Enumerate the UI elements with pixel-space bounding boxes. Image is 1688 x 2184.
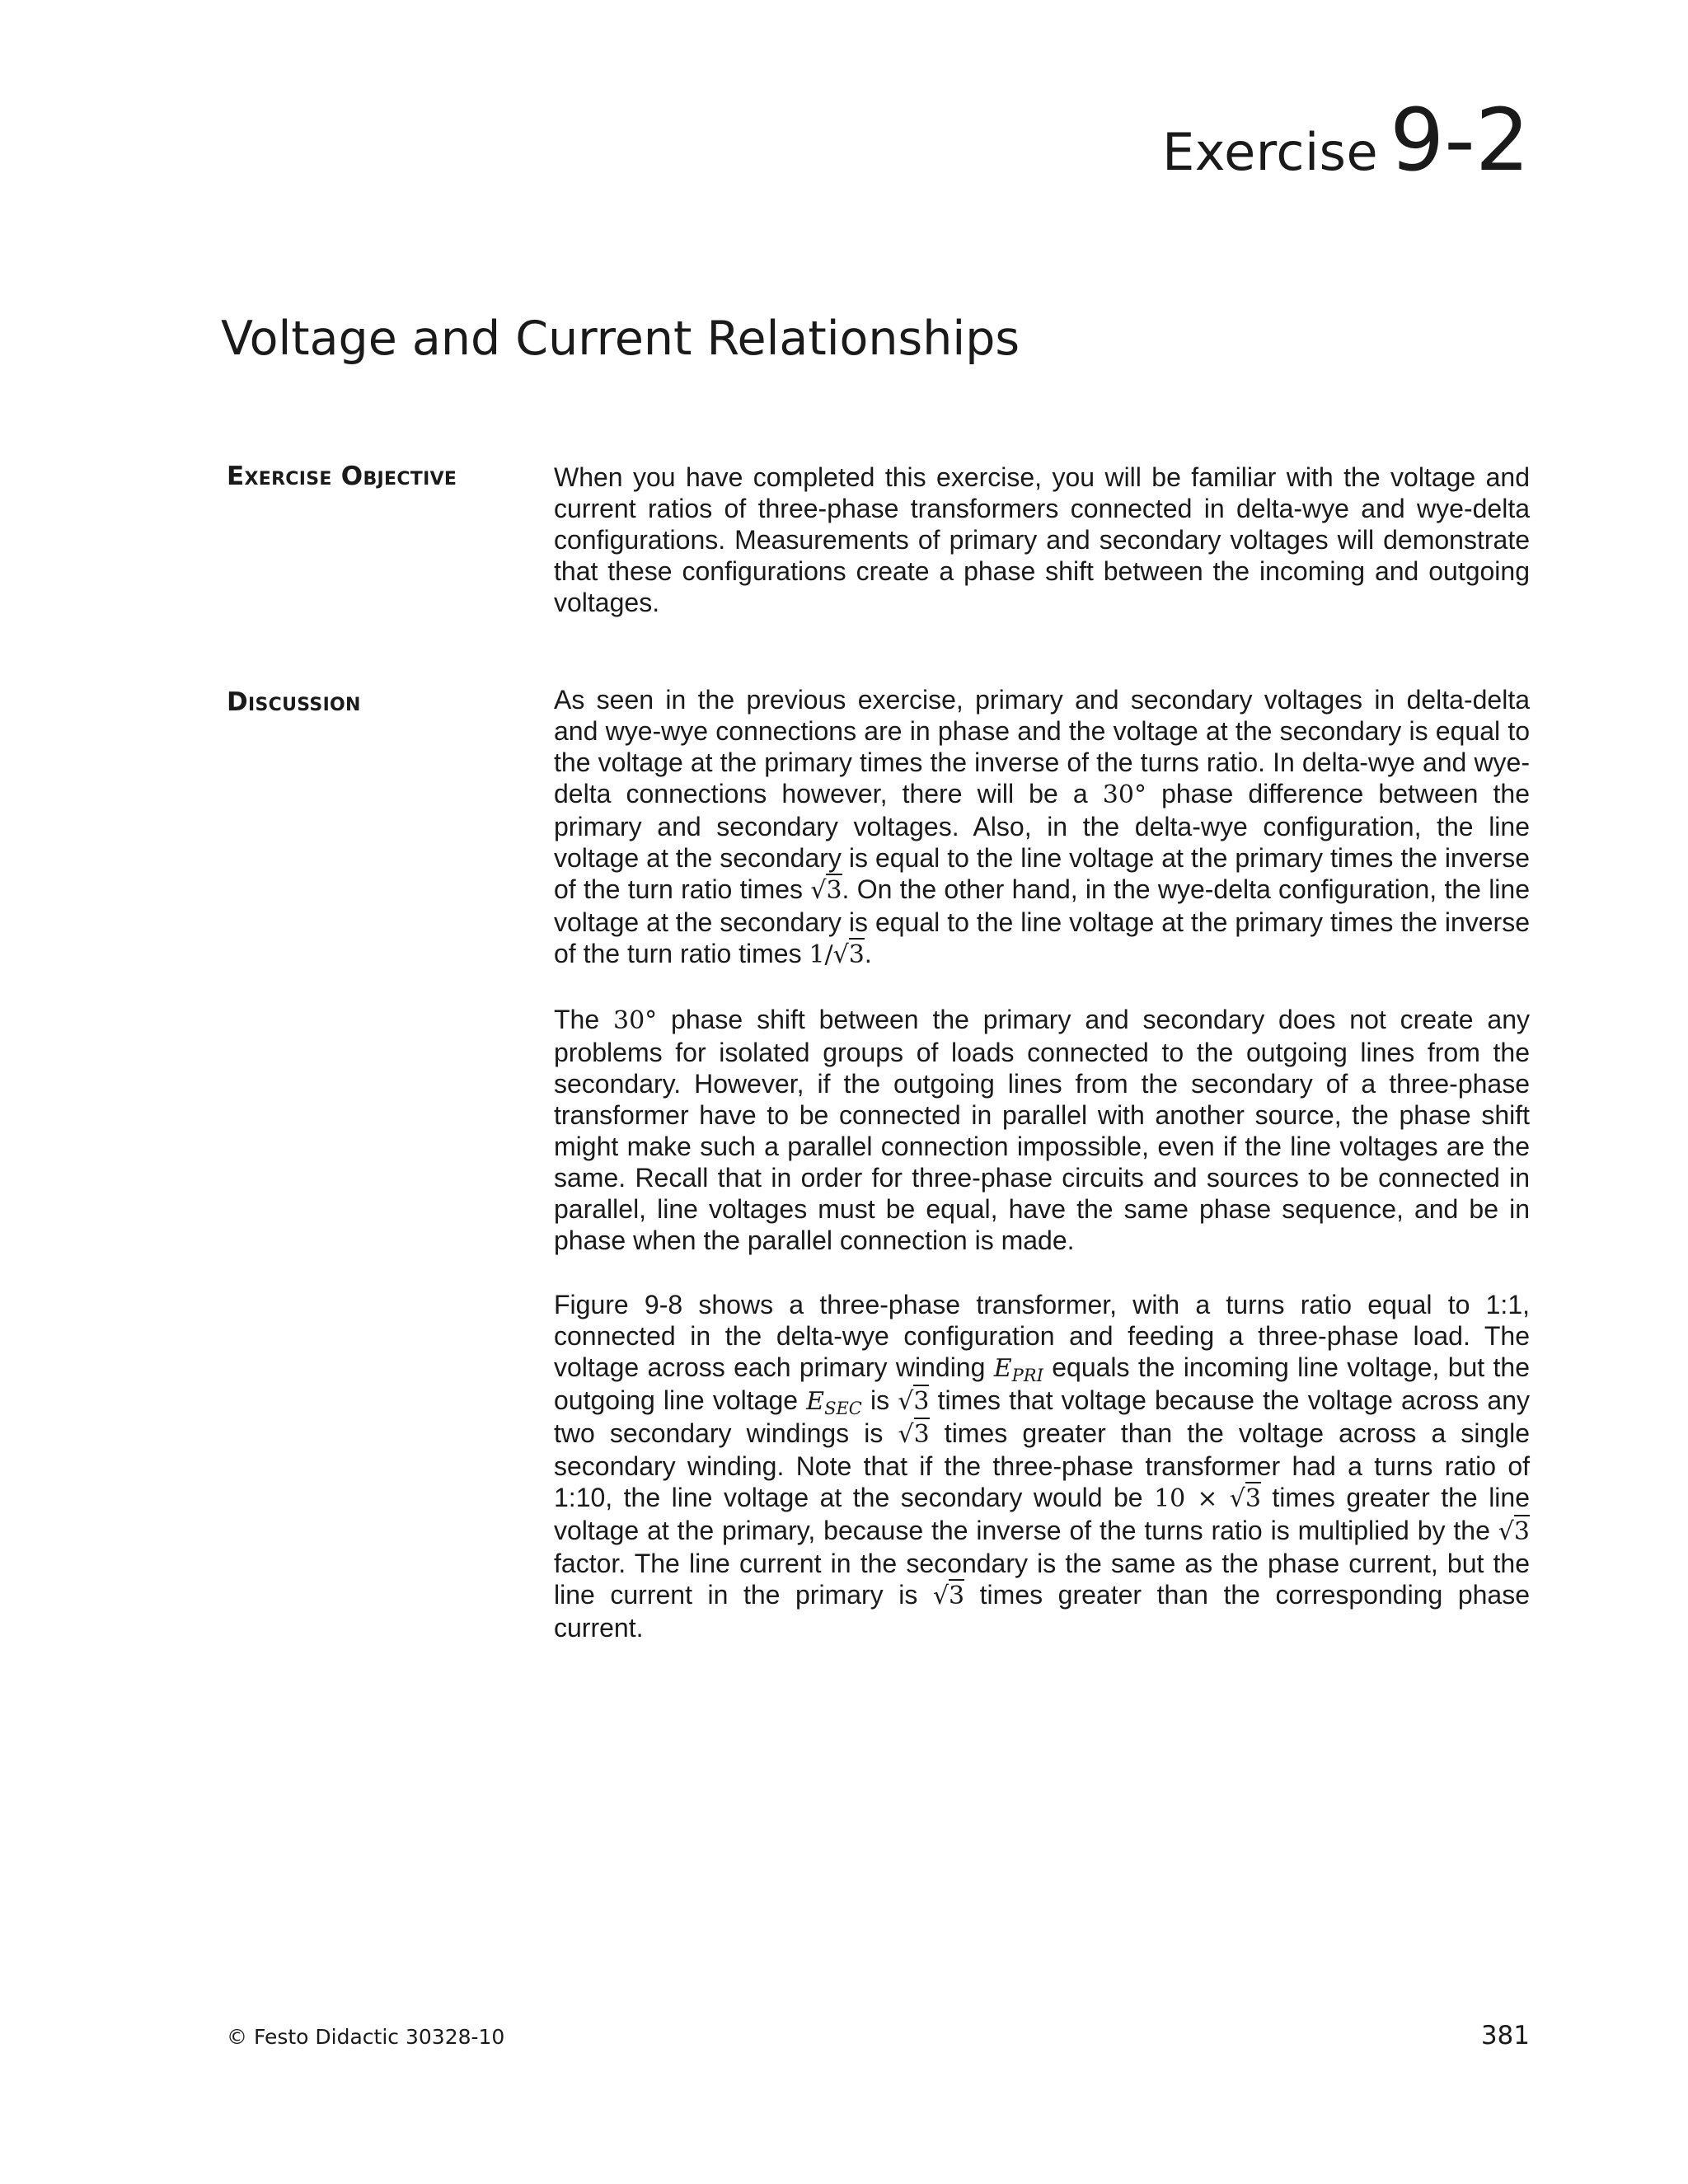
e-sec-symbol	[806, 1387, 862, 1416]
objective-paragraph: When you have completed this exercise, you will be familiar with the voltage and current ratios of three-phase transformers connected in delta-wye and wye-delta configurations. Measurements of primary and secondary voltages will demonstrate that these configurations create a phase shift between the incoming and outgoing voltages.	[554, 462, 1530, 617]
sqrt-radicand: 3	[1514, 1515, 1530, 1546]
e-sec-base: E	[806, 1387, 825, 1416]
page-title: Voltage and Current Relationships	[221, 312, 1020, 366]
sqrt-radicand: 3	[913, 1385, 929, 1416]
sqrt-3-expression	[898, 1385, 929, 1416]
ten-times-sqrt-3-expression	[1154, 1482, 1261, 1513]
e-pri-symbol	[994, 1354, 1043, 1383]
sqrt-3-expression	[1498, 1515, 1530, 1546]
discussion-p3-text-g: factor. The line current in the secondary is the same as the phase current, but the line current in the primary is	[554, 1549, 1530, 1610]
sqrt-radicand: 3	[826, 874, 842, 905]
discussion-p1-text-c: . On the other hand, in the wye-delta configuration, the line voltage at the secondary is equal to the line voltage at the primary times the inverse of the turn ratio times	[554, 874, 1531, 968]
page-number: 381	[1480, 2021, 1530, 2050]
exercise-objective-label: Exercise Objective	[227, 462, 457, 491]
one-over-sqrt-3-expression	[809, 938, 864, 969]
sqrt-radicand: 3	[949, 1579, 964, 1610]
sqrt-symbol: √	[1229, 1484, 1245, 1513]
sqrt-3-expression	[933, 1579, 964, 1610]
footer-copyright: © Festo Didactic 30328-10	[227, 2025, 505, 2049]
phase-angle-value: 30°	[1102, 780, 1146, 809]
exercise-header	[1162, 90, 1530, 190]
discussion-p3-text-f: times greater the line voltage at the primary, because the inverse of the turns ratio is multiplied by the	[554, 1483, 1531, 1545]
discussion-paragraph-2	[554, 1004, 1530, 1256]
discussion-section	[554, 684, 1530, 1676]
sqrt-symbol: √	[898, 1420, 914, 1449]
discussion-p3-text-d: times that voltage because the voltage across any two secondary windings is	[554, 1385, 1531, 1448]
discussion-p3-text-c: is	[861, 1385, 898, 1415]
sqrt-symbol: √	[898, 1387, 914, 1416]
discussion-p3-text-b: equals the incoming line voltage, but the outgoing line voltage	[554, 1352, 1530, 1415]
sqrt-symbol: √	[1498, 1517, 1514, 1546]
discussion-paragraph-3	[554, 1289, 1530, 1643]
sqrt-3-expression	[810, 874, 842, 905]
discussion-paragraph-1	[554, 684, 1530, 971]
discussion-label: Discussion	[227, 687, 361, 717]
exercise-number: 9-2	[1390, 90, 1530, 190]
e-pri-base: E	[993, 1354, 1012, 1383]
e-sec-subscript: SEC	[824, 1399, 862, 1418]
objective-section	[554, 462, 1530, 651]
e-pri-subscript: PRI	[1011, 1366, 1043, 1385]
discussion-p1-text-d: .	[864, 939, 872, 968]
ten-times: 10 ×	[1154, 1484, 1230, 1513]
discussion-p2-text-b: phase shift between the primary and secondary does not create any problems for isolated groups of loads connected to the outgoing lines from the secondary. However, if the outgoing lines from the secondary of a three-phase transformer have to be connected in parallel with another source, the phase shift might make such a parallel connection impossible, even if the line voltages are the same. Recall that in order for three-phase circuits and sources to be connected in parallel, line voltages must be equal, have the same phase sequence, and be in phase when the parallel connection is made.	[554, 1005, 1531, 1255]
phase-angle-value: 30°	[613, 1006, 658, 1035]
sqrt-3-expression	[898, 1418, 929, 1449]
sqrt-symbol: √	[932, 1582, 950, 1610]
exercise-word: Exercise	[1162, 122, 1379, 182]
discussion-p3-text-e: times greater than the voltage across a single secondary winding. Note that if the three-phase transformer had a turns ratio of 1:10, the line voltage at the secondary would be	[554, 1418, 1530, 1512]
discussion-p3-text-h: times greater than the corresponding phase current.	[554, 1580, 1531, 1643]
discussion-p2-text-a: The	[554, 1005, 613, 1034]
sqrt-symbol: √	[832, 940, 849, 969]
sqrt-radicand: 3	[914, 1418, 930, 1449]
sqrt-symbol: √	[810, 876, 827, 905]
discussion-p1-text-a: As seen in the previous exercise, primary and secondary voltages in delta-delta and wye-wye connections are in phase and the voltage at the secondary is equal to the voltage at the primary times the inverse of the turns ratio. In delta-wye and wye-delta connections however, there will be a	[554, 685, 1530, 808]
sqrt-radicand: 3	[1245, 1482, 1261, 1513]
discussion-p3-text-a: Figure 9-8 shows a three-phase transformer, with a turns ratio equal to 1:1, connected in the delta-wye configuration and feeding a three-phase load. The voltage across each primary winding	[554, 1290, 1530, 1382]
one-over: 1/	[809, 940, 833, 969]
sqrt-radicand: 3	[849, 938, 865, 969]
discussion-p1-text-b: phase difference between the primary and secondary voltages. Also, in the delta-wye configuration, the line voltage at the secondary is equal to the line voltage at the primary times the inverse of the turn ratio times	[554, 779, 1531, 904]
